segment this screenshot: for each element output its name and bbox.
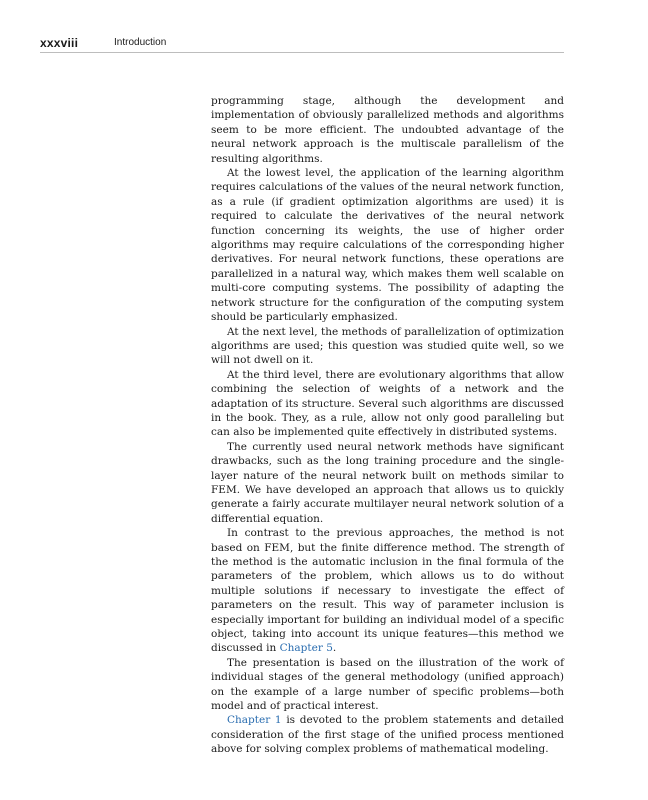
body-text [211, 94, 564, 757]
paragraph: At the third level, there are evolutionary algorithms that allow combining the selection of weights of a network and the adaptation of its structure. Several such algorithms are discussed in the book. They, as a rule, allow not only good paralleling but can also be implemented quite effectively in distributed systems. [211, 368, 564, 439]
chapter-1-link[interactable]: Chapter 1 [227, 714, 282, 727]
page-number: xxxviii [40, 36, 79, 50]
paragraph-text: In contrast to the previous approaches, the method is not based on FEM, but the finite difference method. The strength of the method is the automatic inclusion in the final formula of the parameters of the problem, which allows us to do without multiple solutions if necessary to investigate the effect of parameters on the result. This way of parameter inclusion is especially important for building an individual model of a specific object, taking into account its unique features—this method we discussed in [211, 527, 564, 655]
paragraph [211, 526, 564, 656]
running-title: Introduction [114, 37, 167, 48]
running-head [40, 36, 564, 53]
chapter-5-link[interactable]: Chapter 5 [279, 642, 333, 655]
paragraph: The presentation is based on the illustration of the work of individual stages of the general methodology (unified approach) on the example of a large number of specific problems—both model and of practical interest. [211, 656, 564, 713]
paragraph [211, 713, 564, 756]
paragraph: At the next level, the methods of parallelization of optimization algorithms are used; this question was studied quite well, so we will not dwell on it. [211, 325, 564, 367]
paragraph-end: . [332, 642, 337, 655]
paragraph-text: is devoted to the problem statements and detailed consideration of the first stage of the unified process mentioned above for solving complex problems of mathematical modeling. [211, 714, 565, 756]
paragraph: The currently used neural network methods have significant drawbacks, such as the long training procedure and the single-layer nature of the neural network built on methods similar to FEM. We have developed an approach that allows us to quickly generate a fairly accurate multilayer neural network solution of a differential equation. [211, 440, 564, 525]
paragraph: At the lowest level, the application of the learning algorithm requires calculations of the values of the neural network function, as a rule (if gradient optimization algorithms are used) it is required to calculate the derivatives of the neural network function concerning its weights, the use of higher order algorithms may require calculations of the corresponding higher derivatives. For neural network functions, these operations are parallelized in a natural way, which makes them well scalable on multi-core computing systems. The possibility of adapting the network structure for the configuration of the computing system should be particularly emphasized. [211, 167, 564, 324]
paragraph: programming stage, although the development and implementation of obviously parallelized methods and algorithms seem to be more efficient. The undoubted advantage of the neural network approach is the multiscale parallelism of the resulting algorithms. [211, 95, 564, 165]
